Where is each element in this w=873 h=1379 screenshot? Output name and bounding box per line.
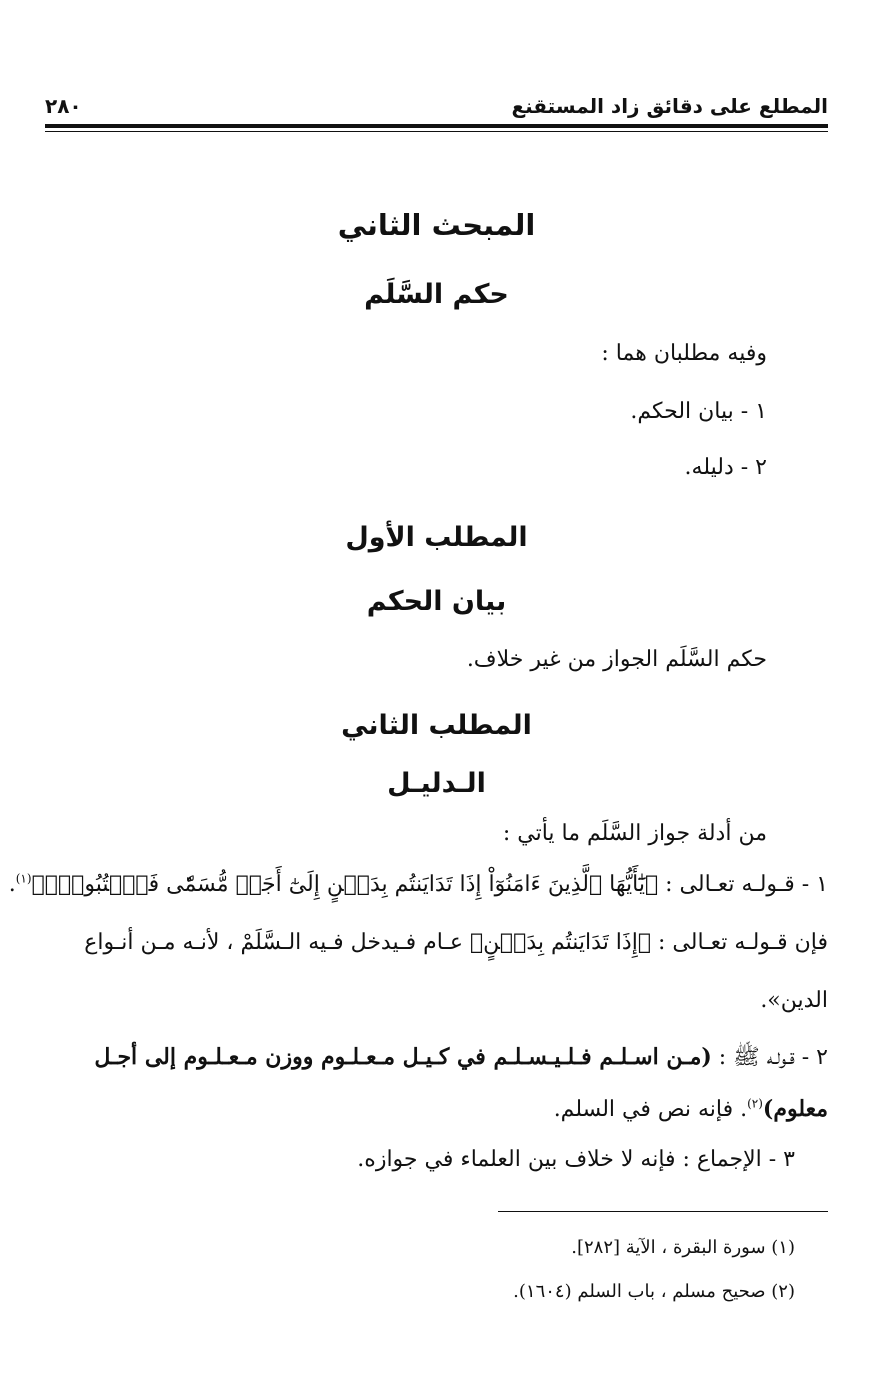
hadith-text: (مـن اسـلـم فـلـيـسـلـم في كـيـل مـعـلـوم ووزن مـعـلـوم إلى أجـل bbox=[94, 1044, 712, 1070]
book-title: المطلع على دقائق زاد المستقنع bbox=[511, 94, 828, 118]
evidence-item-1-line-2 bbox=[45, 926, 828, 960]
footnote-ref-2: (٢) bbox=[747, 1096, 763, 1111]
ruling-text: حكم السَّلَم الجواز من غير خلاف. bbox=[466, 647, 767, 672]
evidence-item-2 bbox=[45, 1040, 828, 1075]
evidence-item-2-line-2 bbox=[45, 1092, 828, 1127]
quran-verse-excerpt: ﴿إِذَا تَدَايَنتُم بِدَيۡنٍ﴾ bbox=[469, 930, 652, 955]
evidence-item-2-rest: . فإنه نص في السلم. bbox=[553, 1097, 748, 1122]
intro-line: وفيه مطلبان هما : bbox=[601, 341, 767, 366]
subsection-1-heading: المطلب الأول bbox=[345, 522, 528, 553]
footnote-ref-1: (١) bbox=[15, 871, 32, 886]
evidence-item-1-end: . bbox=[8, 872, 16, 897]
hadith-text-end: معلوم) bbox=[762, 1096, 828, 1122]
running-header bbox=[45, 92, 828, 124]
page-number: ٢٨٠ bbox=[45, 94, 82, 118]
footnote-1: (١) سورة البقرة ، الآية [٢٨٢]. bbox=[571, 1237, 795, 1258]
intro-item-1: ١ - بيان الحكم. bbox=[630, 399, 767, 424]
section-subtitle: حكم السَّلَم bbox=[364, 279, 509, 310]
subsection-1-subtitle: بيان الحكم bbox=[366, 586, 507, 617]
evidence-item-2-prefix: ٢ - قـولـه ﷺ : bbox=[711, 1045, 828, 1070]
evidence-line-2-prefix: فإن قـولـه تعـالى : bbox=[651, 930, 828, 955]
evidence-intro: من أدلة جواز السَّلَم ما يأتي : bbox=[502, 821, 767, 846]
subsection-2-heading: المطلب الثاني bbox=[341, 710, 532, 741]
evidence-item-3: ٣ - الإجماع : فإنه لا خلاف بين العلماء في جوازه. bbox=[357, 1147, 795, 1172]
intro-item-2: ٢ - دليله. bbox=[684, 455, 767, 480]
subsection-2-subtitle: الـدليـل bbox=[387, 768, 486, 799]
evidence-line-2-rest: عـام فـيدخل فـيه الـسَّلَمْ ، لأنـه مـن أنـواع bbox=[84, 930, 470, 955]
section-heading: المبحث الثاني bbox=[337, 208, 536, 242]
evidence-item-1-line-3: الدين». bbox=[760, 988, 828, 1013]
quran-verse: ﴿يَٰٓأَيُّهَا ٱلَّذِينَ ءَامَنُوٓاْ إِذَا تَدَايَنتُم بِدَيۡنٍ إِلَىٰٓ أَجَلٖ مُّسَمّٗى فَٱكۡتُبُوهُۚ﴾ bbox=[31, 872, 659, 897]
evidence-item-1 bbox=[8, 868, 828, 902]
header-rule-thin bbox=[45, 131, 828, 132]
evidence-item-1-prefix: ١ - قـولـه تعـالى : bbox=[658, 872, 828, 897]
header-rule bbox=[45, 124, 828, 128]
footnote-2: (٢) صحيح مسلم ، باب السلم (١٦٠٤). bbox=[513, 1281, 795, 1302]
footnote-separator bbox=[498, 1211, 828, 1212]
